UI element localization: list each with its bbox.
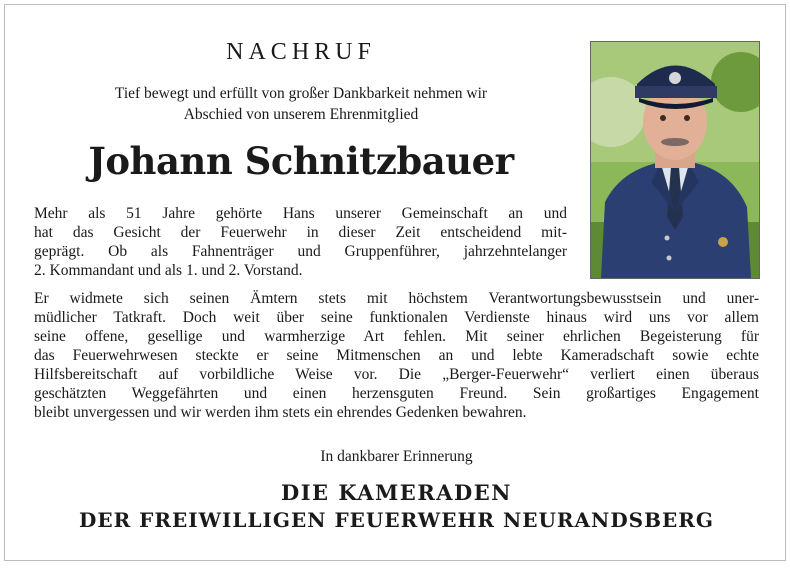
text-line: müdlicher Tatkraft. Doch weit über seine funktionalen Verdienste hinaus wird uns vor allem xyxy=(34,309,759,326)
signature-line-2: DER FREIWILLIGEN FEUERWEHR NEURANDSBERG xyxy=(79,508,714,532)
text-line: das Feuerwehrwesen steckte er seine Mitmenschen an und lebte Kameradschaft sowie echte xyxy=(34,347,759,364)
text-line: hat das Gesicht der Feuerwehr in dieser Zeit entscheidend mit- xyxy=(34,224,567,241)
text-line: 2. Kommandant und als 1. und 2. Vorstand. xyxy=(34,262,303,279)
text-line: bleibt unvergessen und wir werden ihm stets ein ehrendes Gedenken bewahren. xyxy=(34,404,527,421)
text-line: Mehr als 51 Jahre gehörte Hans unserer Gemeinschaft an und xyxy=(34,205,567,222)
intro-line: Abschied von unserem Ehrenmitglied xyxy=(183,106,419,123)
obituary-notice xyxy=(4,4,786,561)
portrait-photo xyxy=(590,41,760,279)
intro-line: Tief bewegt und erfüllt von großer Dankbarkeit nehmen wir xyxy=(114,85,488,102)
closing-phrase: In dankbarer Erinnerung xyxy=(320,448,473,465)
tribute-paragraph-2 xyxy=(34,289,759,422)
portrait-image xyxy=(591,42,759,278)
text-line: geprägt. Ob als Fahnenträger und Gruppenführer, jahrzehntelanger xyxy=(34,243,567,260)
text-line: Hilfsbereitschaft auf vorbildliche Weise vor. Die „Berger-Feuerwehr“ verliert einen überaus xyxy=(34,366,759,383)
intro-text xyxy=(35,83,567,125)
text-line: Er widmete sich seinen Ämtern stets mit höchstem Verantwortungsbewusstsein und uner- xyxy=(34,290,759,307)
tribute-paragraph-1 xyxy=(34,204,567,280)
signature-line-1: DIE KAMERADEN xyxy=(281,480,512,505)
deceased-name: Johann Schnitzbauer xyxy=(88,139,514,183)
text-line: seine offene, gesellige und warmherzige Art fehlen. Mit seiner ehrlichen Begeisterung für xyxy=(34,328,759,345)
notice-heading: NACHRUF xyxy=(226,39,376,65)
text-line: geschätzten Weggefährten und einen herzensguten Freund. Sein großartiges Engagement xyxy=(34,385,759,402)
